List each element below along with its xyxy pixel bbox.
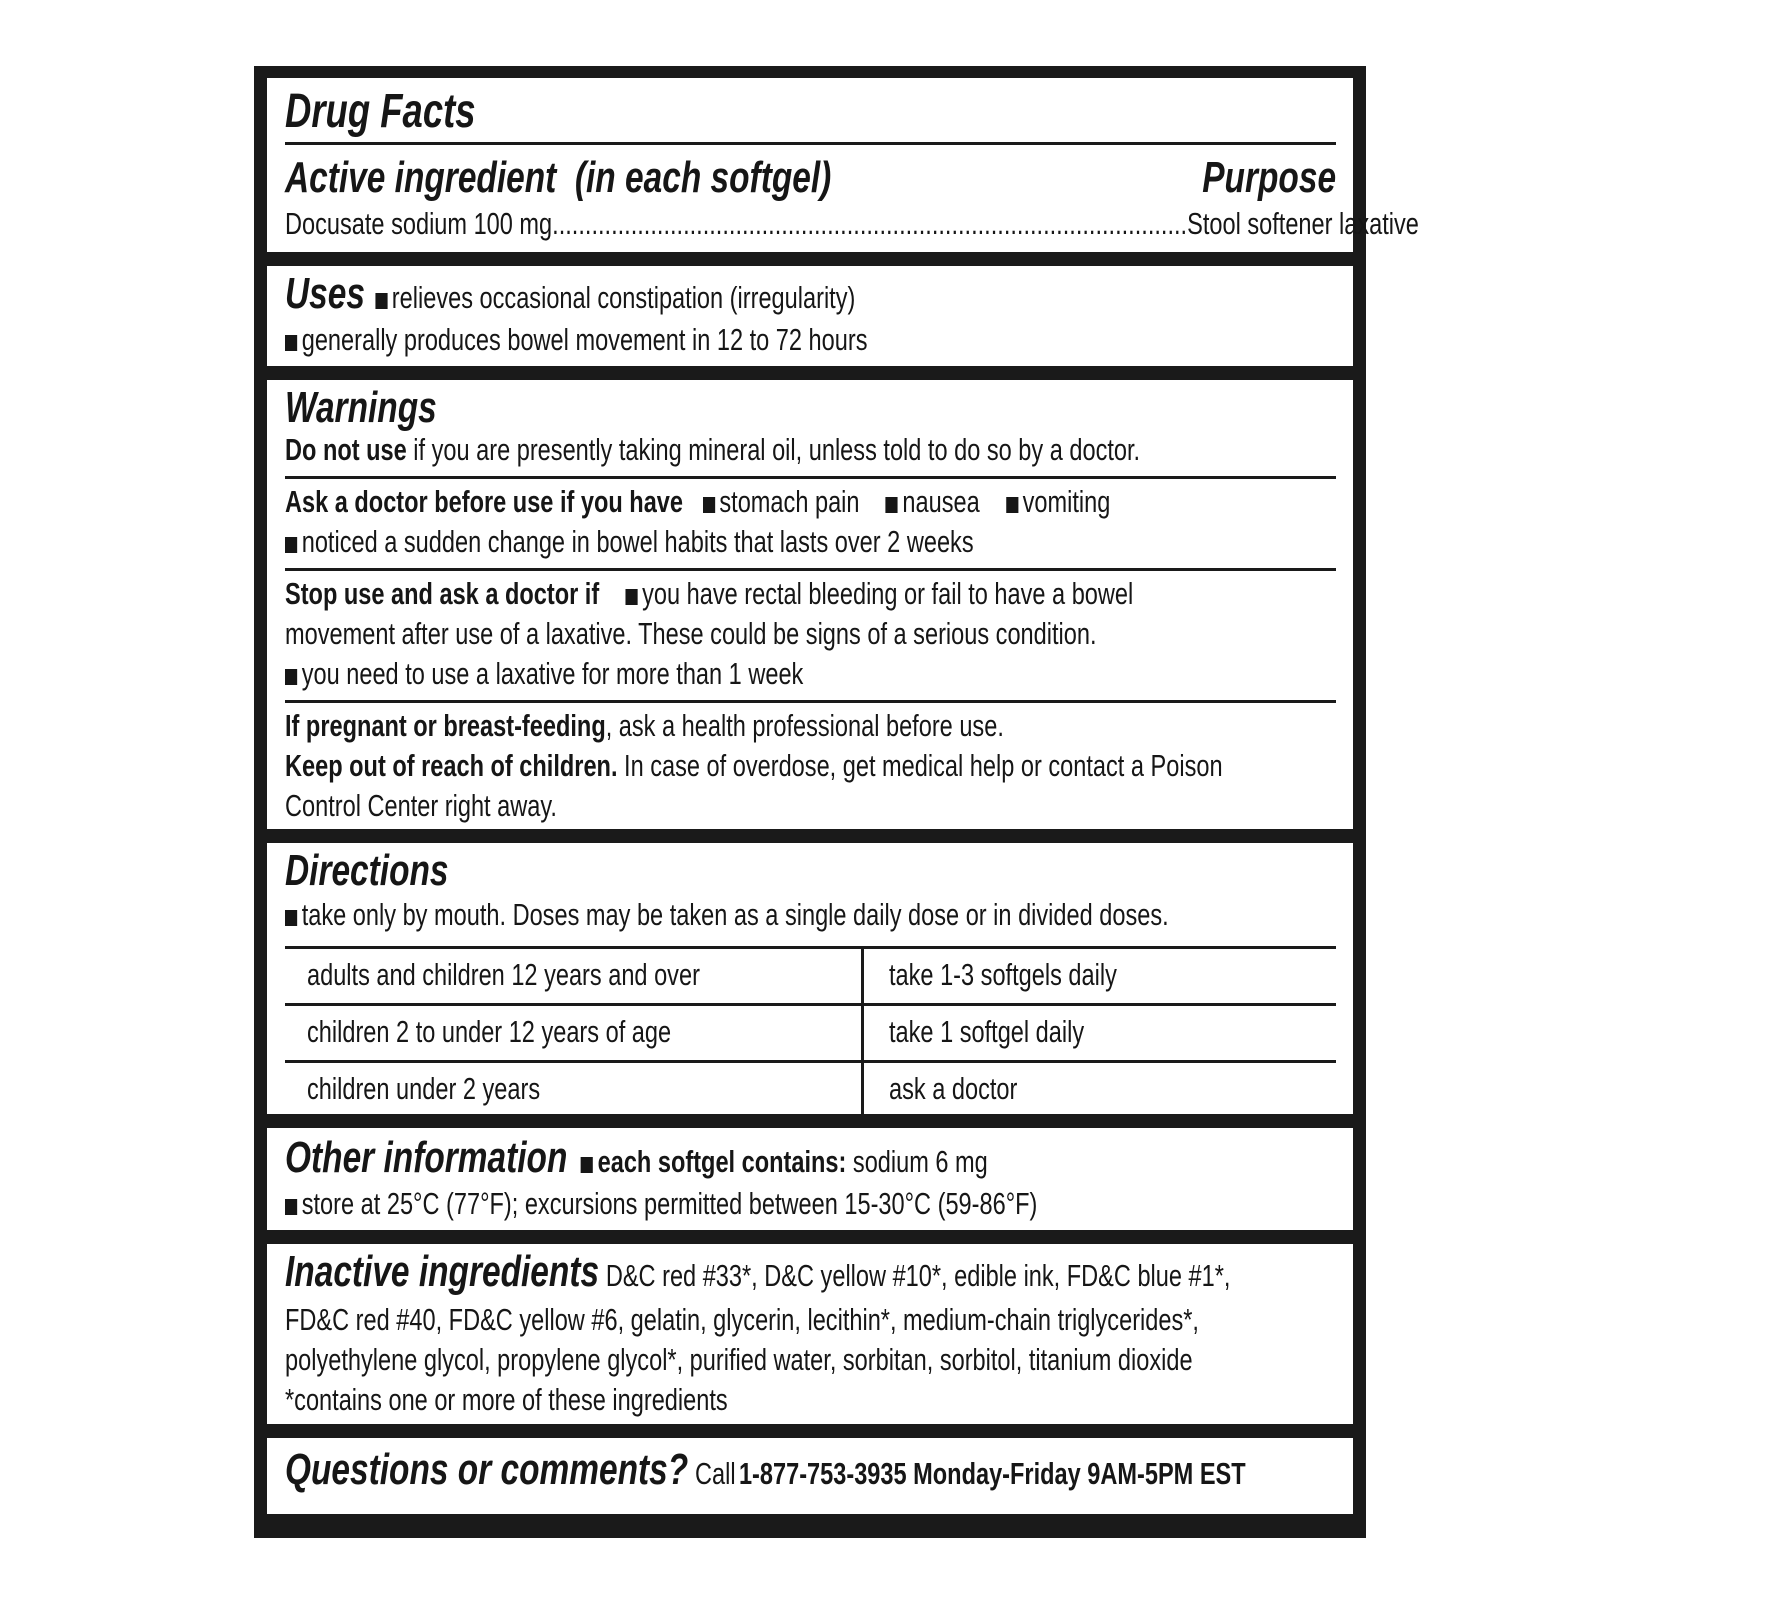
keep-out-continuation: Control Center right away. [285,788,557,823]
leader-dots: ................................................................................................. [552,206,1188,241]
inactive-line: D&C red #33*, D&C yellow #10*, edible ink, FD&C blue #1*, [605,1258,1231,1293]
pregnant-text: If pregnant or breast-feeding, ask a health professional before use. [285,708,1004,743]
questions-panel [267,1438,1353,1514]
bullet-icon [886,497,898,513]
ingredient-purpose: Stool softener laxative [1187,206,1419,241]
active-ingredient-panel [267,78,1419,252]
dosage-table [285,946,1336,1117]
age-cell: children 2 to under 12 years of age [307,1014,672,1049]
inactive-ingredients-panel [267,1244,1353,1424]
inactive-footnote: *contains one or more of these ingredients [285,1382,728,1417]
softgel-contains-value: sodium 6 mg [846,1144,988,1179]
stop-use-text: Stop use and ask a doctor if you have rectal bleeding or fail to have a bowel [285,576,1134,611]
softgel-contains-label: each softgel contains: [597,1144,847,1179]
ask-doctor-item: noticed a sudden change in bowel habits that lasts over 2 weeks [285,522,974,562]
warnings-panel [267,380,1353,829]
stop-use-item: you need to use a laxative for more than 1 week [285,654,803,694]
ask-doctor-text: Ask a doctor before use if you have stomach pain nausea vomiting [285,484,1111,519]
bullet-icon [703,497,715,513]
inactive-line: FD&C red #40, FD&C yellow #6, gelatin, glycerin, lecithin*, medium-chain triglycerides*, [285,1302,1199,1337]
table-row [285,949,1336,1006]
drug-facts-label [254,66,1419,1538]
stop-use-continuation: movement after use of a laxative. These could be signs of a serious condition. [285,616,1097,651]
questions-call: Call [694,1456,736,1491]
active-ingredient-heading: Active ingredient (in each softgel) [285,153,832,202]
uses-heading: Uses [285,269,365,318]
dose-cell: take 1-3 softgels daily [889,957,1117,992]
questions-phone-hours: 1-877-753-3935 Monday-Friday 9AM-5PM EST [738,1456,1246,1491]
dose-cell: take 1 softgel daily [889,1014,1085,1049]
title-divider [285,142,1336,145]
other-information-panel [267,1128,1353,1230]
drug-facts-title: Drug Facts [285,85,476,138]
age-cell: children under 2 years [307,1071,541,1106]
warnings-divider [285,700,1336,703]
table-row [285,1006,1336,1063]
uses-item: relieves occasional constipation (irregularity) [391,280,856,315]
bullet-icon [285,1199,297,1215]
keep-out-text: Keep out of reach of children. In case of overdose, get medical help or contact a Poison [285,748,1223,783]
questions-heading: Questions or comments? [285,1445,689,1494]
warnings-divider [285,568,1336,571]
inactive-ingredients-heading: Inactive ingredients [285,1247,600,1296]
inactive-line: polyethylene glycol, propylene glycol*, purified water, sorbitan, sorbitol, titanium dioxide [285,1342,1193,1377]
bullet-icon [375,293,387,309]
bullet-icon [1006,497,1018,513]
bullet-icon [625,589,637,605]
other-information-heading: Other information [285,1133,568,1182]
table-row [285,1063,1336,1117]
do-not-use-text: Do not use if you are presently taking mineral oil, unless told to do so by a doctor. [285,432,1141,467]
age-cell: adults and children 12 years and over [307,957,700,992]
bullet-icon [581,1157,593,1173]
warnings-heading: Warnings [285,383,437,432]
warnings-divider [285,476,1336,479]
purpose-heading: Purpose [1202,153,1336,202]
dose-cell: ask a doctor [889,1071,1018,1106]
uses-item: generally produces bowel movement in 12 to 72 hours [301,322,868,357]
ingredient-name: Docusate sodium 100 mg [285,206,553,241]
uses-panel [267,266,1353,366]
bullet-icon [285,910,297,926]
directions-heading: Directions [285,846,449,895]
active-ingredient-line [285,204,1419,244]
directions-intro: take only by mouth. Doses may be taken as a single daily dose or in divided doses. [285,895,1169,935]
directions-panel [267,843,1353,1114]
bullet-icon [285,335,297,351]
bullet-icon [285,669,297,685]
bullet-icon [285,537,297,553]
storage-text: store at 25°C (77°F); excursions permitted between 15-30°C (59-86°F) [285,1184,1037,1224]
